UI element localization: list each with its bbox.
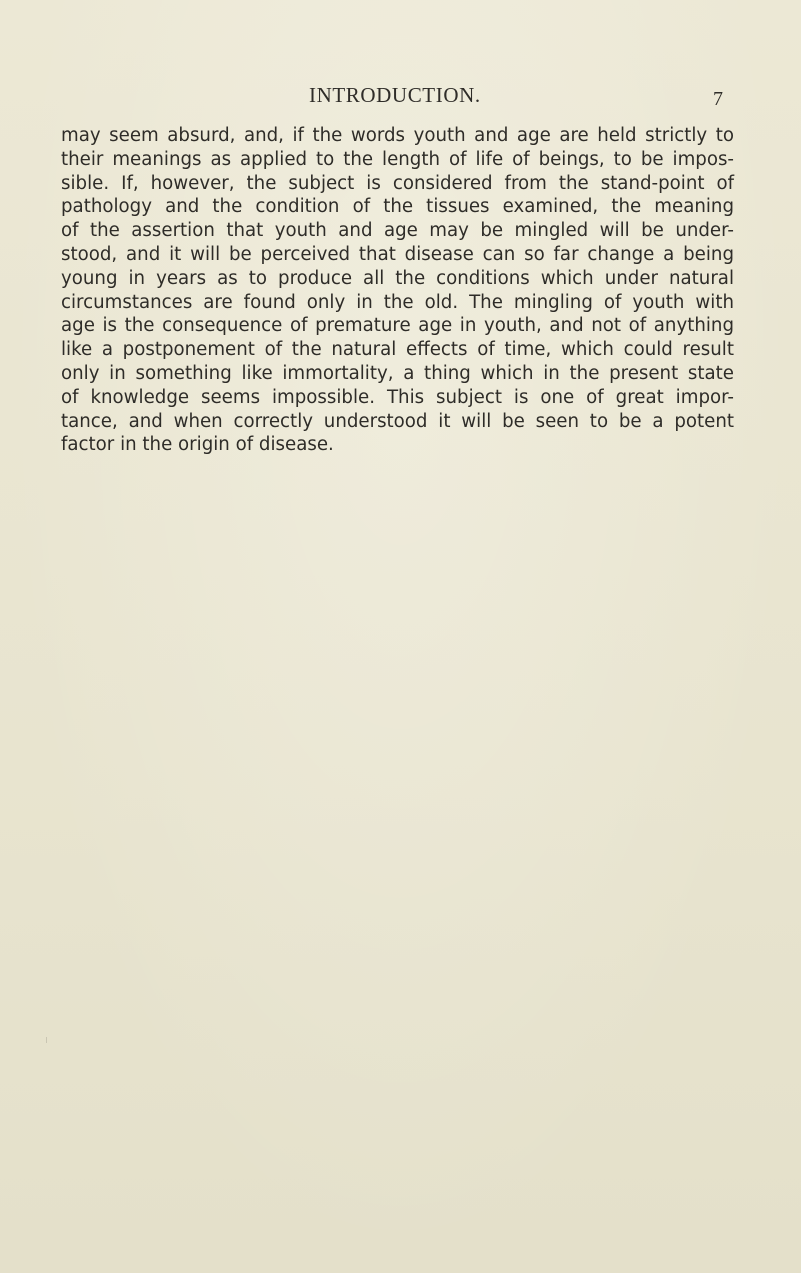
- text-line: like a postponement of the natural effects of time, which could result: [61, 339, 734, 361]
- text-line: factor in the origin of disease.: [61, 434, 334, 456]
- text-line: circumstances are found only in the old. The mingling of youth with: [61, 291, 734, 313]
- text-line: sible. If, however, the subject is considered from the stand-point of: [61, 172, 734, 194]
- text-line: only in something like immortality, a thing which in the present state: [61, 362, 734, 384]
- text-line: pathology and the condition of the tissues examined, the meaning: [61, 196, 734, 218]
- text-line: their meanings as applied to the length of life of beings, to be impos-: [61, 148, 734, 170]
- text-line: may seem absurd, and, if the words youth and age are held strictly to: [61, 125, 734, 146]
- running-head: [0, 80, 801, 110]
- paper-speck: [46, 1037, 47, 1043]
- text-line: stood, and it will be perceived that disease can so far change a being: [61, 243, 734, 265]
- text-line: of the assertion that youth and age may be mingled will be under-: [61, 220, 734, 242]
- text-line: tance, and when correctly understood it will be seen to be a potent: [61, 410, 734, 432]
- running-title: INTRODUCTION.: [309, 83, 481, 107]
- text-line: age is the consequence of premature age in youth, and not of anything: [61, 315, 734, 337]
- page-number: 7: [713, 88, 723, 110]
- text-line: young in years as to produce all the conditions which under natural: [61, 267, 734, 289]
- text-line: of knowledge seems impossible. This subject is one of great impor-: [61, 386, 734, 408]
- body-paragraph: [61, 124, 734, 457]
